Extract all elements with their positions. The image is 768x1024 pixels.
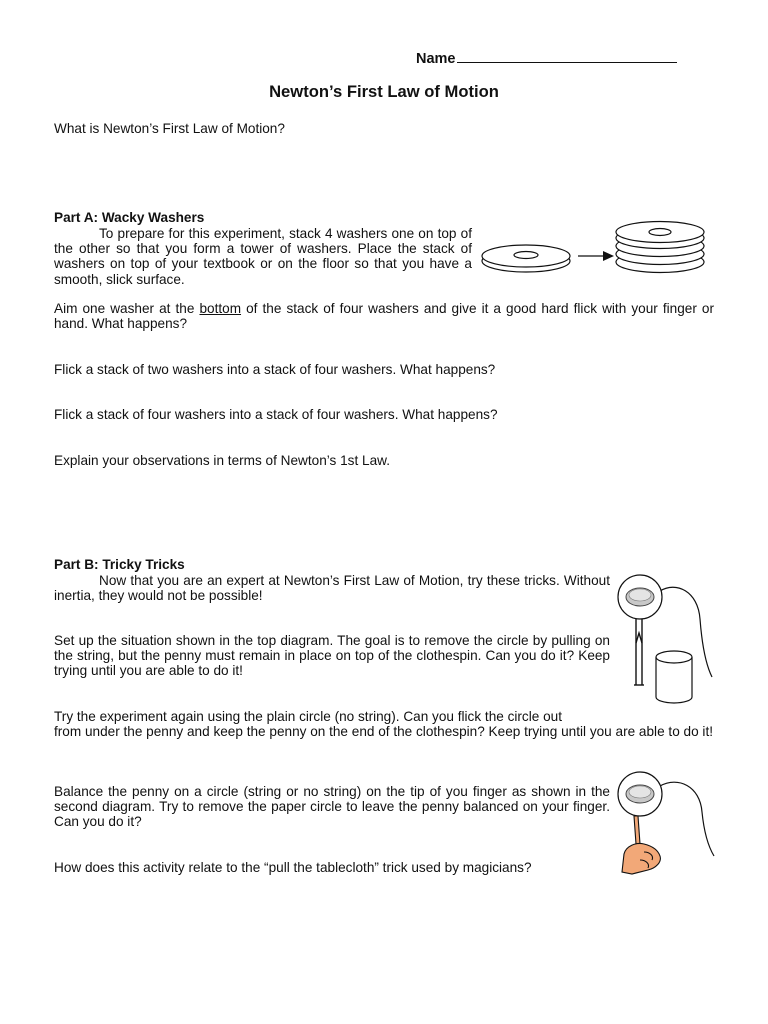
part-a-question-4: Explain your observations in terms of Newton’s 1st Law.	[54, 453, 390, 468]
part-a-intro-text: To prepare for this experiment, stack 4 washers one on top of the other so that you form a tower of washers. Place the stack of washers on top of your textbook or on the floor so that you have a smooth, slick surface.	[54, 226, 472, 287]
part-b-paragraph-4: How does this activity relate to the “pull the tablecloth” trick used by magicians?	[54, 860, 532, 875]
part-b-intro	[54, 573, 610, 603]
part-b-paragraph-2-line-1: Try the experiment again using the plain circle (no string). Can you flick the circle out	[54, 709, 562, 724]
arrow-icon	[578, 251, 614, 261]
part-b-intro-text: Now that you are an expert at Newton’s First Law of Motion, try these tricks. Without inertia, they would not be possible!	[54, 573, 610, 604]
name-field[interactable]	[416, 52, 686, 67]
part-a-intro	[54, 226, 472, 287]
part-b-paragraph-2-rest: from under the penny and keep the penny on the end of the clothespin? Keep trying until you are able to do it!	[54, 724, 713, 739]
name-label: Name	[416, 51, 456, 67]
clothespin-diagram	[614, 575, 718, 709]
part-a-question-2: Flick a stack of two washers into a stack of four washers. What happens?	[54, 362, 496, 377]
part-a-question-1	[54, 301, 714, 331]
single-washer-hole	[514, 252, 538, 259]
intro-question: What is Newton’s First Law of Motion?	[54, 121, 285, 136]
stack-washer-hole	[649, 229, 671, 236]
part-b-heading: Part B: Tricky Tricks	[54, 557, 185, 572]
name-blank-line	[457, 61, 677, 63]
part-a-heading: Part A: Wacky Washers	[54, 210, 205, 225]
q1-text-start: Aim one washer at the	[54, 301, 200, 316]
penny-icon	[626, 588, 654, 606]
penny-icon	[626, 785, 654, 803]
clothespin-icon	[634, 619, 644, 685]
washer-stack	[616, 222, 704, 273]
part-b-paragraph-3: Balance the penny on a circle (string or no string) on the tip of you finger as shown in the second diagram. Try to remove the paper circle to leave the penny balanced on your finger. Can you do it?	[54, 784, 610, 830]
q1-underlined-word: bottom	[199, 301, 242, 316]
cup-icon	[656, 651, 692, 703]
page-title: Newton’s First Law of Motion	[269, 82, 499, 101]
washer-diagram	[478, 218, 718, 280]
part-b-paragraph-1: Set up the situation shown in the top diagram. The goal is to remove the circle by pulling on the string, but the penny must remain in place on top of the clothespin. Can you do it? Keep trying until you are able to do it!	[54, 633, 610, 679]
string-icon	[660, 782, 714, 856]
q1-text-end: of the stack of four washers and give it a good hard flick with your finger or hand. What happens?	[54, 301, 714, 332]
part-a-question-3: Flick a stack of four washers into a stack of four washers. What happens?	[54, 407, 498, 422]
